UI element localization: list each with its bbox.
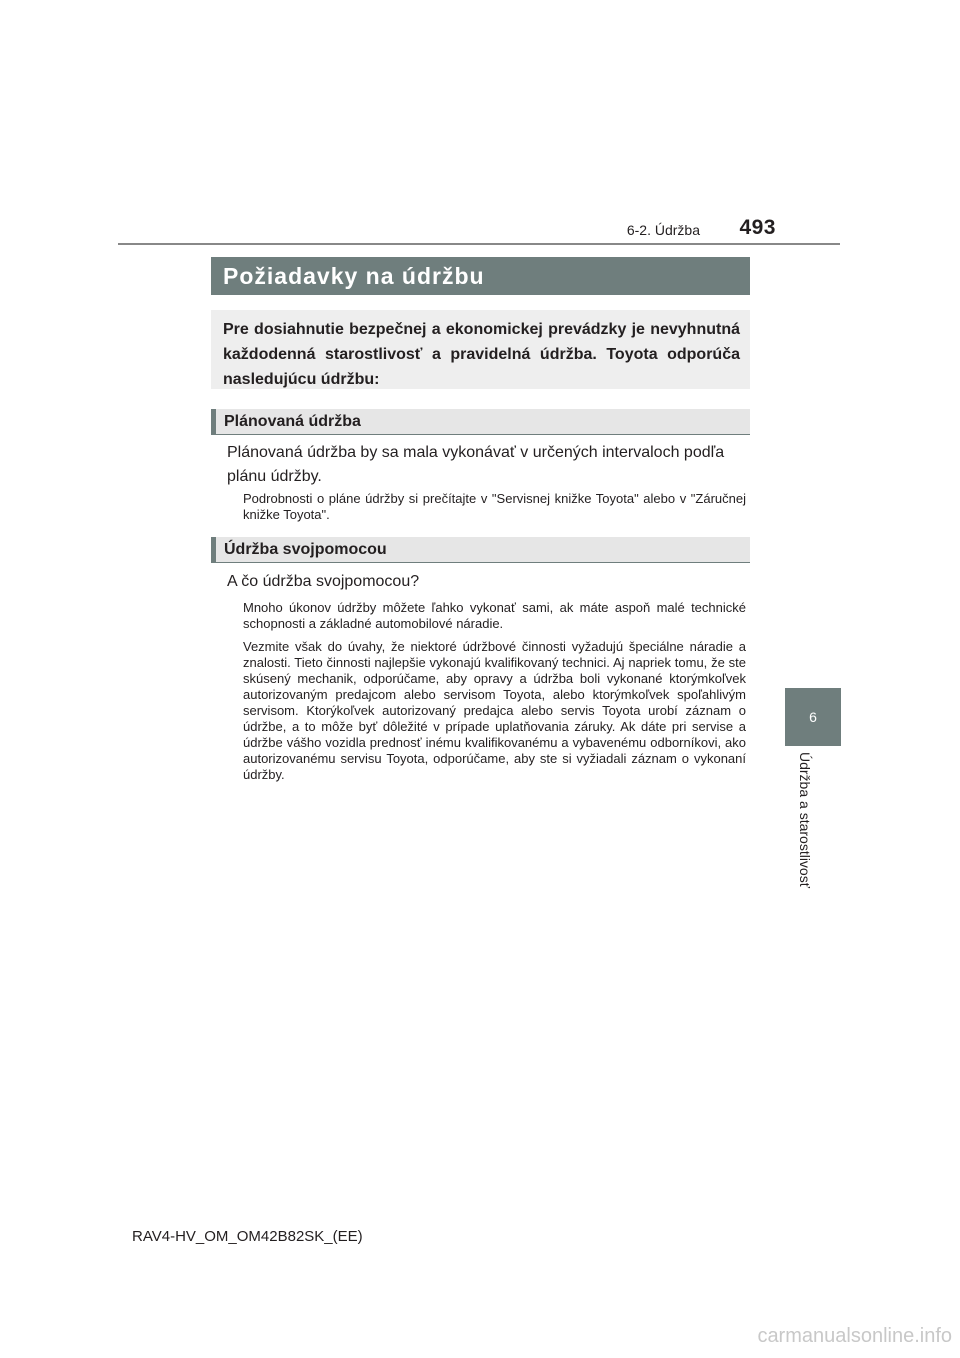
section-lead-diy: A čo údržba svojpomocou?	[227, 573, 420, 590]
chapter-number: 6	[809, 709, 817, 725]
section-lead-planned: Plánovaná údržba by sa mala vykonávať v určených intervaloch podľa plánu údržby.	[227, 444, 725, 485]
chapter-title: Údržba a starostlivosť	[797, 752, 813, 888]
paragraph-diy-1: Mnoho úkonov údržby môžete ľahko vykonať sami, ak máte aspoň malé technické schopnosti a základné automobilové náradie.	[243, 600, 746, 631]
intro-box	[211, 310, 750, 389]
manual-id: RAV4-HV_OM_OM42B82SK_(EE)	[132, 1228, 363, 1245]
page-number: 493	[739, 216, 776, 239]
section-heading-planned: Plánovaná údržba	[211, 409, 750, 435]
paragraph-diy-2: Vezmite však do úvahy, že niektoré údržbové činnosti vyžadujú špeciálne náradie a znalosti. Tieto činnosti najlepšie vykonajú kvalifikovaný technici. Aj napriek tomu, že ste skúsený mechanik, odporúčame, aby opravy a údržba boli vykonané ktorýmkoľvek autorizovaným predajcom alebo servisom Toyota, alebo ktorýmkoľvek spoľahlivým servisom. Ktorýkoľvek autorizovaný predajca alebo servis Toyota urobí záznam o údržbe, a to môže byť dôležité v prípade uplatňovania záruky. Ak dáte pri servise a údržbe vášho vozidla prednosť inému kvalifikovanému a vybavenému odborníkovi, ako autorizovanému servisu Toyota, odporúčame, aby ste si vyžiadali záznam o vykonaní údržby.	[243, 639, 746, 782]
header-divider	[118, 243, 840, 245]
intro-text: Pre dosiahnutie bezpečnej a ekonomickej prevádzky je nevyhnutná každodenná starostlivosť a pravidelná údržba. Toyota odporúča nasledujúcu údržbu:	[223, 321, 740, 388]
paragraph-planned-1: Podrobnosti o pláne údržby si prečítajte v "Servisnej knižke Toyota" alebo v "Záručnej knižke Toyota".	[243, 491, 746, 522]
section-heading-diy: Údržba svojpomocou	[211, 537, 750, 563]
page-title: Požiadavky na údržbu	[211, 257, 750, 295]
watermark: carmanualsonline.info	[757, 1325, 952, 1347]
header-section-label: 6-2. Údržba	[626, 222, 700, 238]
chapter-tab[interactable]	[785, 688, 841, 746]
